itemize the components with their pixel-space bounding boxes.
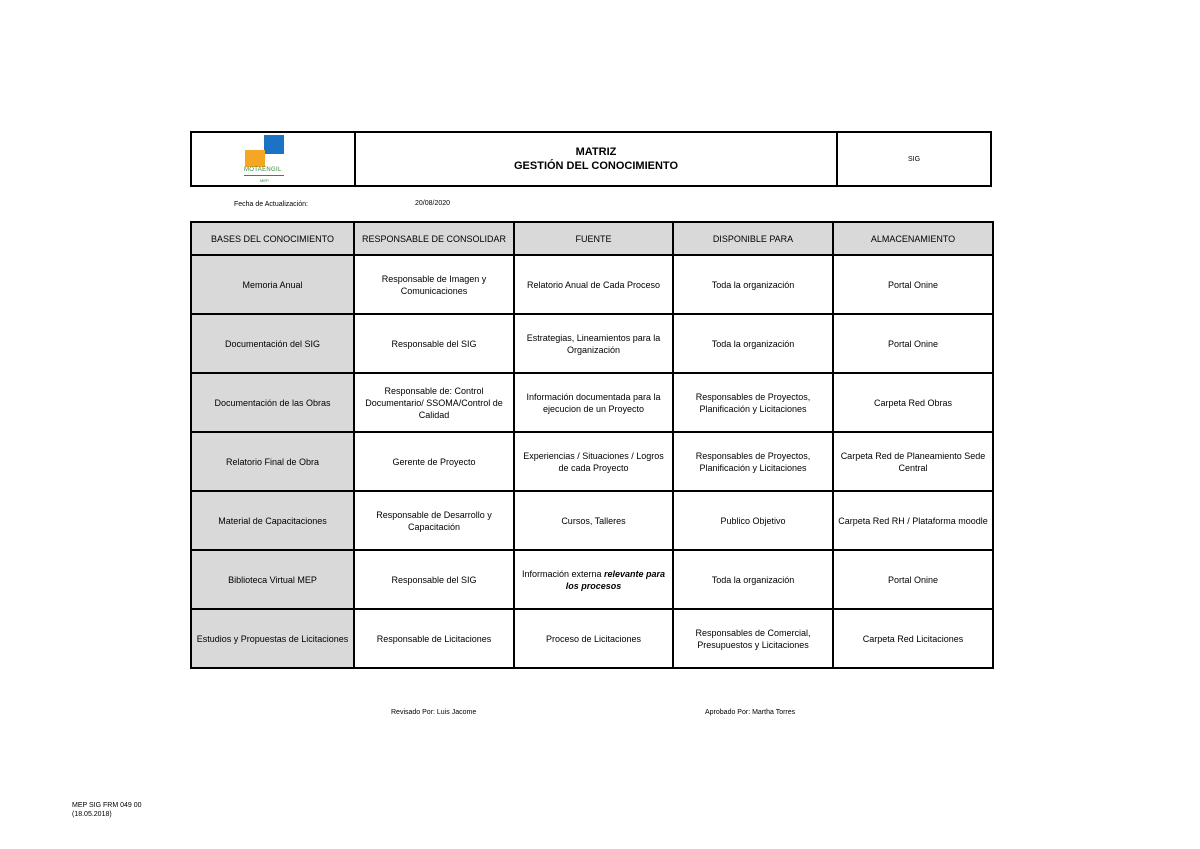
almacenamiento-cell: Portal Onine <box>833 314 993 373</box>
table-row <box>191 314 993 373</box>
logo-text: MOTAENGIL <box>244 167 282 173</box>
responsable-cell: Gerente de Proyecto <box>354 432 514 491</box>
title-line-1: MATRIZ <box>575 146 617 158</box>
disponible-cell: Toda la organización <box>673 314 833 373</box>
table-row <box>191 491 993 550</box>
almacenamiento-cell: Carpeta Red Obras <box>833 373 993 432</box>
base-cell: Documentación del SIG <box>191 314 354 373</box>
knowledge-matrix-table <box>190 221 994 669</box>
title-line-2: GESTIÓN DEL CONOCIMIENTO <box>514 160 678 172</box>
base-cell: Memoria Anual <box>191 255 354 314</box>
almacenamiento-cell: Carpeta Red Licitaciones <box>833 609 993 668</box>
logo-blue-square <box>264 135 284 154</box>
disponible-cell: Toda la organización <box>673 550 833 609</box>
reviewed-by: Revisado Por: Luis Jacome <box>391 709 477 716</box>
responsable-cell: Responsable de Imagen y Comunicaciones <box>354 255 514 314</box>
base-cell: Biblioteca Virtual MEP <box>191 550 354 609</box>
form-footer <box>72 801 142 819</box>
column-header: ALMACENAMIENTO <box>833 222 993 255</box>
almacenamiento-cell: Carpeta Red de Planeamiento Sede Central <box>833 432 993 491</box>
fuente-cell <box>514 550 673 609</box>
disponible-cell: Publico Objetivo <box>673 491 833 550</box>
table-row <box>191 609 993 668</box>
table-row <box>191 255 993 314</box>
table-row <box>191 373 993 432</box>
fuente-cell: Estrategias, Lineamientos para la Organización <box>514 314 673 373</box>
column-header: RESPONSABLE DE CONSOLIDAR <box>354 222 514 255</box>
form-date: (18.05.2018) <box>72 811 112 818</box>
base-cell: Documentación de las Obras <box>191 373 354 432</box>
fuente-cell: Experiencias / Situaciones / Logros de cada Proyecto <box>514 432 673 491</box>
almacenamiento-cell: Carpeta Red RH / Plataforma moodle <box>833 491 993 550</box>
base-cell: Estudios y Propuestas de Licitaciones <box>191 609 354 668</box>
form-code: MEP SIG FRM 049 00 <box>72 802 142 809</box>
responsable-cell: Responsable de: Control Documentario/ SSOMA/Control de Calidad <box>354 373 514 432</box>
fuente-cell: Información documentada para la ejecucion de un Proyecto <box>514 373 673 432</box>
table-row <box>191 550 993 609</box>
column-header: BASES DEL CONOCIMIENTO <box>191 222 354 255</box>
table-header-row <box>191 222 993 255</box>
disponible-cell: Responsables de Proyectos, Planificación y Licitaciones <box>673 373 833 432</box>
responsable-cell: Responsable de Desarrollo y Capacitación <box>354 491 514 550</box>
responsable-cell: Responsable del SIG <box>354 314 514 373</box>
logo-subtext: MEP <box>260 178 269 183</box>
fuente-cell: Relatorio Anual de Cada Proceso <box>514 255 673 314</box>
disponible-cell: Responsables de Proyectos, Planificación y Licitaciones <box>673 432 833 491</box>
fuente-cell: Proceso de Licitaciones <box>514 609 673 668</box>
logo-underline <box>244 175 284 176</box>
fuente-emphasis-text: relevante para los procesos <box>565 568 666 591</box>
responsable-cell: Responsable de Licitaciones <box>354 609 514 668</box>
base-cell: Material de Capacitaciones <box>191 491 354 550</box>
document-header <box>190 131 992 187</box>
responsable-cell: Responsable del SIG <box>354 550 514 609</box>
document-code: SIG <box>907 155 921 163</box>
approved-by: Aprobado Por: Martha Torres <box>705 709 796 716</box>
column-header: DISPONIBLE PARA <box>673 222 833 255</box>
date-label: Fecha de Actualización: <box>234 201 308 208</box>
document-title <box>356 133 838 185</box>
logo-cell <box>192 133 356 185</box>
date-value: 20/08/2020 <box>415 200 451 207</box>
logo-orange-square <box>245 150 265 167</box>
base-cell: Relatorio Final de Obra <box>191 432 354 491</box>
column-header: FUENTE <box>514 222 673 255</box>
fuente-cell: Cursos, Talleres <box>514 491 673 550</box>
disponible-cell: Responsables de Comercial, Presupuestos y Licitaciones <box>673 609 833 668</box>
almacenamiento-cell: Portal Onine <box>833 550 993 609</box>
fuente-plain-text: Información externa <box>521 568 602 579</box>
disponible-cell: Toda la organización <box>673 255 833 314</box>
almacenamiento-cell: Portal Onine <box>833 255 993 314</box>
table-row <box>191 432 993 491</box>
